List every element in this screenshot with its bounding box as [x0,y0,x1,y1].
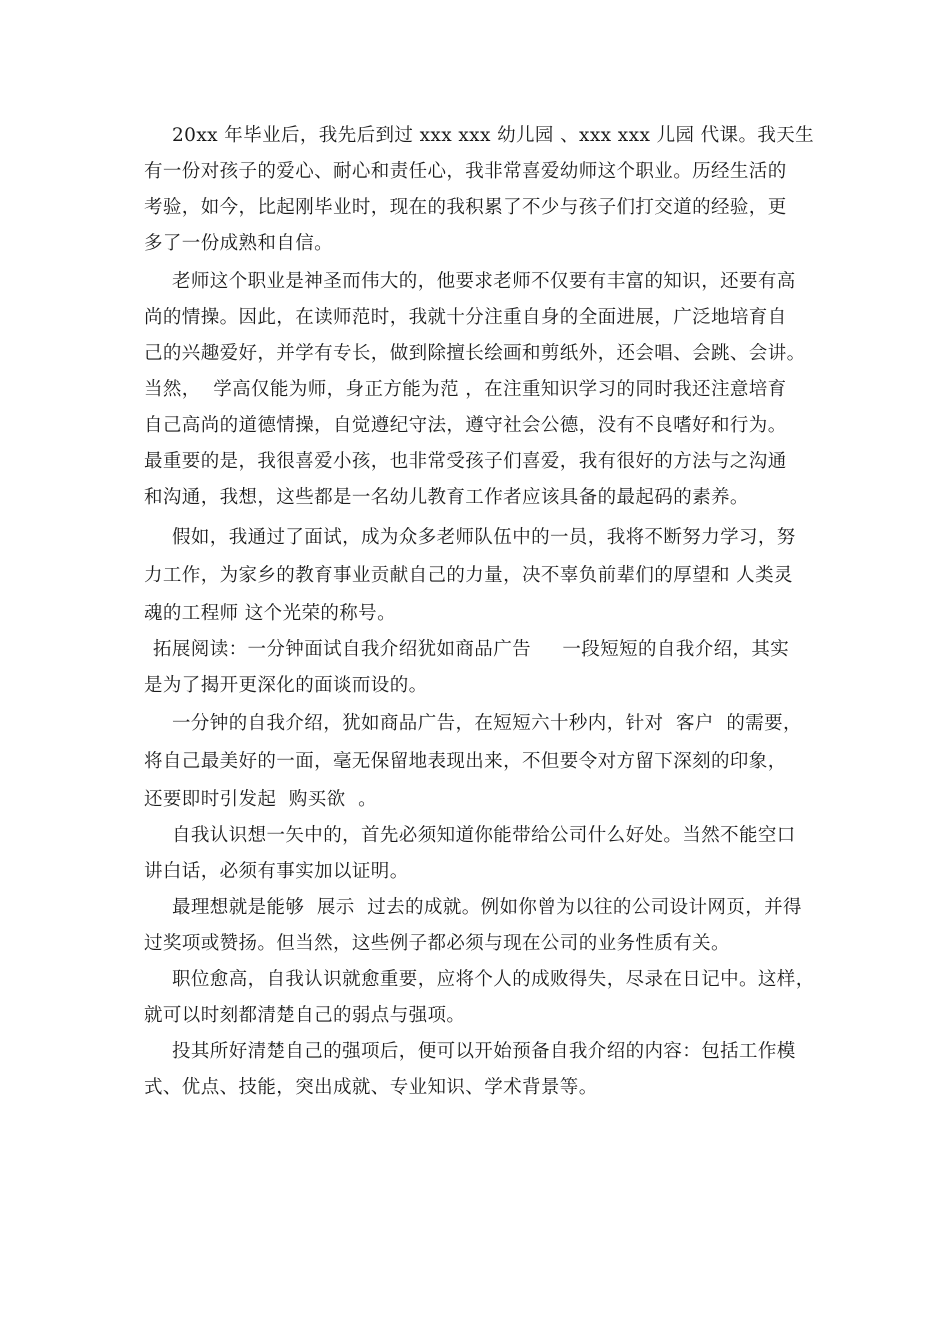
paragraph-line: 还要即时引发起 购买欲 。 [144,789,378,810]
paragraph-line: 老师这个职业是神圣而伟大的，他要求老师不仅要有丰富的知识，还要有高 [172,271,796,292]
paragraph-line: 过奖项或赞扬。但当然，这些例子都必须与现在公司的业务性质有关。 [144,933,730,954]
paragraph-line: 有一份对孩子的爱心、耐心和责任心，我非常喜爱幼师这个职业。历经生活的 [144,161,787,182]
paragraph-line: 多了一份成熟和自信。 [144,233,334,254]
paragraph-line: 将自己最美好的一面，毫无保留地表现出来，不但要令对方留下深刻的印象， [144,751,787,772]
paragraph-line: 最重要的是，我很喜爱小孩，也非常受孩子们喜爱，我有很好的方法与之沟通 [144,451,787,472]
paragraph-line: 一分钟的自我介绍，犹如商品广告，在短短六十秒内，针对 客户 的需要， [172,713,802,734]
paragraph-line: 是为了揭开更深化的面谈而设的。 [144,675,428,696]
paragraph-line: 己的兴趣爱好，并学有专长，做到除擅长绘画和剪纸外，还会唱、会跳、会讲。 [144,343,806,364]
paragraph-line: 力工作，为家乡的教育事业贡献自己的力量，决不辜负前辈们的厚望和 人类灵 [144,565,793,586]
paragraph-line: 自我认识想一矢中的，首先必须知道你能带给公司什么好处。当然不能空口 [172,825,796,846]
paragraph-line: 投其所好清楚自己的强项后，便可以开始预备自我介绍的内容：包括工作模 [172,1041,796,1062]
paragraph-line: 和沟通，我想，这些都是一名幼儿教育工作者应该具备的最起码的素养。 [144,487,749,508]
extended-reading-line: 拓展阅读：一分钟面试自我介绍犹如商品广告 一段短短的自我介绍，其实 [153,639,790,660]
paragraph-line: 假如，我通过了面试，成为众多老师队伍中的一员，我将不断努力学习，努 [172,527,796,548]
paragraph-line: 式、优点、技能，突出成就、专业知识、学术背景等。 [144,1077,598,1098]
paragraph-line: 职位愈高，自我认识就愈重要，应将个人的成败得失，尽录在日记中。这样， [172,969,815,990]
paragraph-line: 最理想就是能够 展示 过去的成就。例如你曾为以往的公司设计网页，并得 [172,897,802,918]
paragraph-line: 自己高尚的道德情操，自觉遵纪守法，遵守社会公德，没有不良嗜好和行为。 [144,415,787,436]
paragraph-line: 尚的情操。因此，在读师范时，我就十分注重自身的全面进展，广泛地培育自 [144,307,787,328]
paragraph-line: 当然， 学高仅能为师，身正方能为范 ，在注重知识学习的同时我还注意培育 [144,379,787,400]
paragraph-line: 考验，如今，比起刚毕业时，现在的我积累了不少与孩子们打交道的经验，更 [144,197,787,218]
paragraph-line: 讲白话，必须有事实加以证明。 [144,861,409,882]
paragraph-line: 20xx 年毕业后，我先后到过 xxx xxx 幼儿园 、xxx xxx 儿园 代课。我天生 [172,125,815,146]
paragraph-line: 魂的工程师 这个光荣的称号。 [144,603,396,624]
paragraph-line: 就可以时刻都清楚自己的弱点与强项。 [144,1005,466,1026]
